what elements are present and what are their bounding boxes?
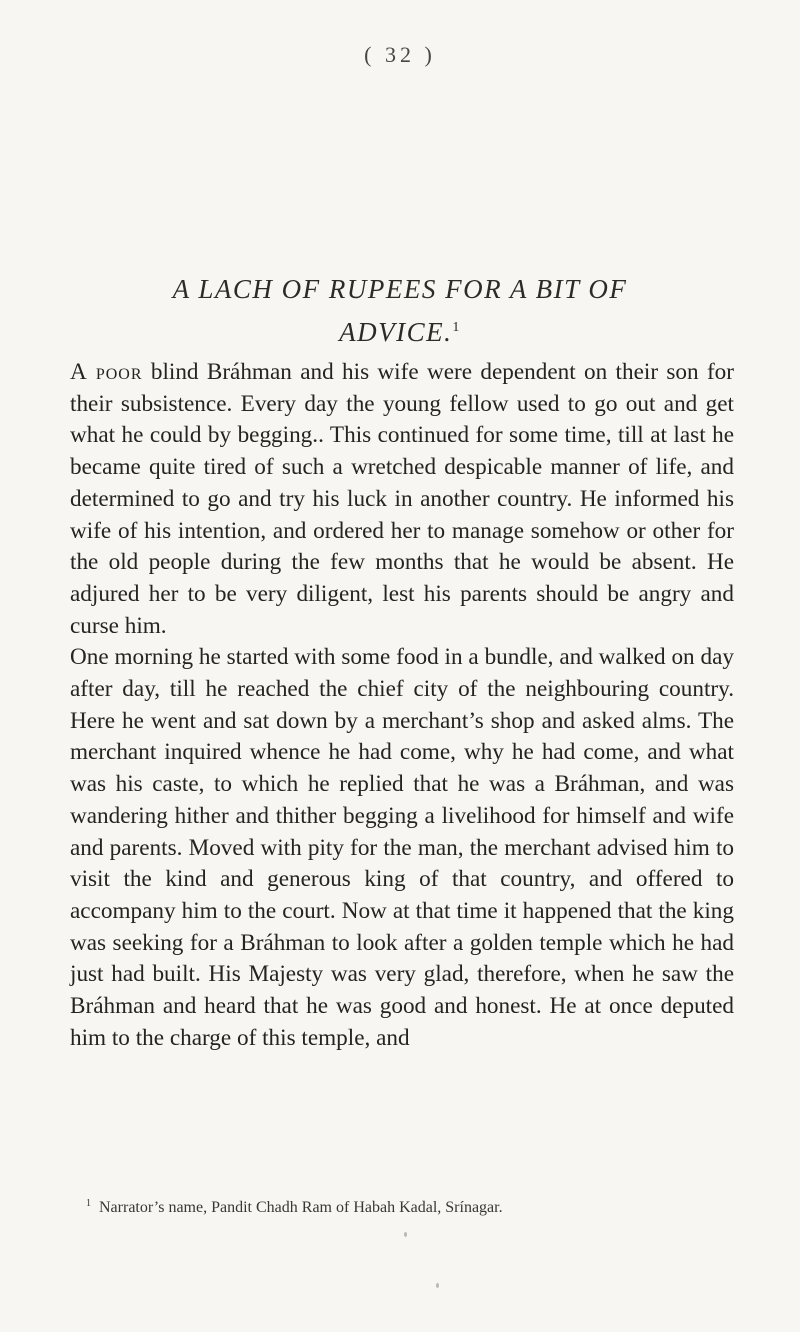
- paragraph-1-lead: A poor: [70, 359, 143, 385]
- paper-speck: [404, 1232, 407, 1237]
- story-body: [70, 357, 734, 1054]
- paragraph-1-text: blind Bráhman and his wife were dependent on their son for their subsistence. Every day the young fellow used to go out and get what he could by begging.. This continued for some time, till at last he became quite tired of such a wretched despicable manner of life, and determined to go and try his luck in another country. He informed his wife of his intention, and ordered her to manage somehow or other for the old people during the few months that he would be absent. He adjured her to be very diligent, lest his parents should be angry and curse him.: [70, 359, 734, 639]
- footnote-text: Narrator’s name, Pandit Chadh Ram of Habah Kadal, Srínagar.: [99, 1199, 503, 1216]
- footnote-marker: 1: [86, 1197, 91, 1209]
- story-title-text: A LACH OF RUPEES FOR A BIT OF ADVICE.: [172, 274, 628, 347]
- footnote: [86, 1197, 746, 1219]
- paragraph-1: [70, 357, 734, 642]
- paragraph-2: [70, 642, 734, 1054]
- paper-speck: [436, 1283, 439, 1288]
- title-footnote-marker: 1: [452, 320, 461, 335]
- story-title: [110, 268, 690, 354]
- paragraph-2-text: One morning he started with some food in a bundle, and walked on day after day, till he reached the chief city of the neighbouring country. Here he went and sat down by a merchant’s shop and asked alms. The merchant inquired whence he had come, why he had come, and what was his caste, to which he replied that he was a Bráhman, and was wandering hither and thither begging a livelihood for himself and wife and parents. Moved with pity for the man, the merchant advised him to visit the kind and generous king of that country, and offered to accompany him to the court. Now at that time it happened that the king was seeking for a Bráhman to look after a golden temple which he had just had built. His Majesty was very glad, therefore, when he saw the Bráhman and heard that he was good and honest. He at once deputed him to the charge of this temple, and: [70, 644, 734, 1051]
- page-number: ( 32 ): [364, 42, 436, 67]
